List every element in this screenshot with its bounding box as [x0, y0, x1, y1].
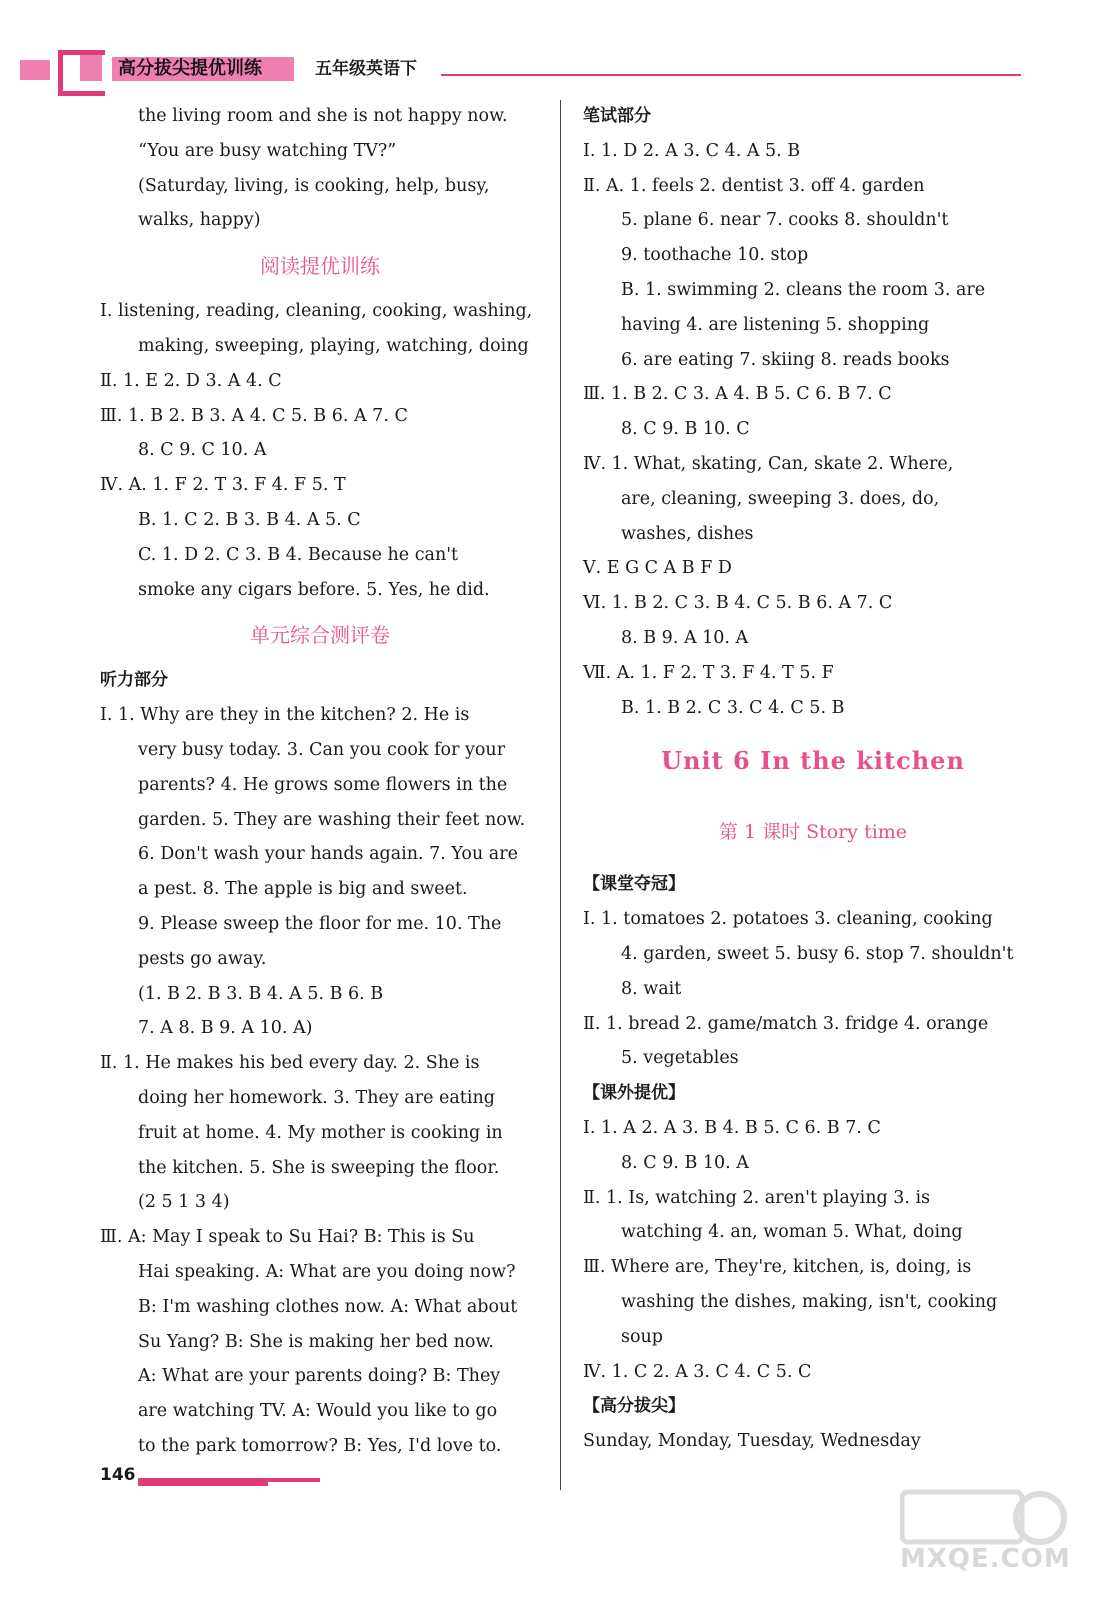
answer-line: Ⅰ. listening, reading, cleaning, cooking, washing, — [100, 301, 533, 322]
page-number: 146 — [100, 1465, 136, 1485]
answer-line: (2 5 1 3 4) — [138, 1192, 230, 1213]
answer-line: 5. plane 6. near 7. cooks 8. shouldn't — [621, 210, 949, 231]
answer-line: B. 1. C 2. B 3. B 4. A 5. C — [138, 509, 361, 530]
answer-line: 5. vegetables — [621, 1048, 739, 1069]
answer-line: (Saturday, living, is cooking, help, busy, — [138, 175, 490, 196]
answer-line: (1. B 2. B 3. B 4. A 5. B 6. B — [138, 983, 384, 1004]
answer-line: 8. C 9. C 10. A — [138, 440, 267, 461]
answer-line: Ⅱ. 1. Is, watching 2. aren't playing 3. is — [583, 1187, 931, 1208]
page-number-bar — [138, 1478, 268, 1486]
answer-line: B: I'm washing clothes now. A: What about — [138, 1296, 518, 1317]
answer-line: washing the dishes, making, isn't, cooking — [621, 1291, 998, 1312]
answer-line: Ⅲ. Where are, They're, kitchen, is, doing, is — [583, 1257, 972, 1278]
right-column — [583, 99, 1043, 1459]
answer-line: Ⅲ. 1. B 2. B 3. A 4. C 5. B 6. A 7. C — [100, 405, 408, 426]
answer-line: 【高分拔尖】 — [583, 1396, 685, 1417]
answer-line: Ⅰ. 1. D 2. A 3. C 4. A 5. B — [583, 140, 801, 161]
answer-line: Ⅲ. A: May I speak to Su Hai? B: This is Su — [100, 1227, 475, 1248]
answer-line: parents? 4. He grows some flowers in the — [138, 774, 508, 795]
answer-line: C. 1. D 2. C 3. B 4. Because he can't — [138, 544, 459, 565]
answer-line: 【课堂夺冠】 — [583, 874, 685, 895]
column-divider — [560, 100, 561, 1490]
answer-line: Ⅱ. 1. He makes his bed every day. 2. She is — [100, 1053, 480, 1074]
answer-line: are watching TV. A: Would you like to go — [138, 1401, 498, 1422]
answer-line: 9. toothache 10. stop — [621, 245, 809, 266]
answer-line: 笔试部分 — [583, 106, 651, 126]
header-pink-block — [20, 60, 50, 80]
answer-line: watching 4. an, woman 5. What, doing — [621, 1222, 963, 1243]
answer-line: Ⅳ. 1. What, skating, Can, skate 2. Where, — [583, 453, 954, 474]
answer-line: very busy today. 3. Can you cook for your — [138, 739, 506, 760]
answer-line: the kitchen. 5. She is sweeping the floor. — [138, 1157, 500, 1178]
answer-line: Ⅱ. 1. E 2. D 3. A 4. C — [100, 370, 282, 391]
answer-line: Ⅳ. A. 1. F 2. T 3. F 4. F 5. T — [100, 475, 346, 496]
answer-line: Ⅲ. 1. B 2. C 3. A 4. B 5. C 6. B 7. C — [583, 384, 892, 405]
answer-line: washes, dishes — [621, 523, 754, 544]
answer-line: Sunday, Monday, Tuesday, Wednesday — [583, 1431, 921, 1452]
answer-line: walks, happy) — [138, 210, 261, 231]
answer-line: 8. B 9. A 10. A — [621, 627, 749, 648]
header-pink-corner — [80, 55, 102, 81]
answer-line: “You are busy watching TV?” — [138, 140, 397, 161]
answer-line: 听力部分 — [100, 670, 168, 691]
answer-line: a pest. 8. The apple is big and sweet. — [138, 879, 468, 900]
answer-line: 第 1 课时 Story time — [718, 821, 908, 844]
answer-line: fruit at home. 4. My mother is cooking in — [138, 1122, 503, 1143]
answer-line: doing her homework. 3. They are eating — [138, 1087, 495, 1108]
answer-line: 9. Please sweep the floor for me. 10. The — [138, 913, 502, 934]
answer-line: 4. garden, sweet 5. busy 6. stop 7. shouldn't — [621, 943, 1014, 964]
header-rule — [441, 74, 1021, 76]
answer-line: making, sweeping, playing, watching, doing — [138, 335, 529, 356]
answer-line: 6. Don't wash your hands again. 7. You are — [138, 844, 518, 865]
answer-line: Ⅳ. 1. C 2. A 3. C 4. C 5. C — [583, 1361, 812, 1382]
answer-line: Ⅰ. 1. A 2. A 3. B 4. B 5. C 6. B 7. C — [583, 1117, 881, 1138]
answer-line: the living room and she is not happy now. — [138, 106, 508, 126]
answer-line: garden. 5. They are washing their feet now. — [138, 809, 526, 830]
answer-line: Hai speaking. A: What are you doing now? — [138, 1261, 516, 1282]
answer-line: Ⅶ. A. 1. F 2. T 3. F 4. T 5. F — [583, 662, 834, 683]
answer-line: 8. C 9. B 10. A — [621, 1152, 749, 1173]
answer-line: Ⅱ. 1. bread 2. game/match 3. fridge 4. orange — [583, 1013, 989, 1034]
answer-line: B. 1. swimming 2. cleans the room 3. are — [621, 279, 986, 300]
answer-line: 阅读提优训练 — [260, 254, 380, 279]
answer-line: A: What are your parents doing? B: They — [138, 1366, 501, 1387]
answer-line: are, cleaning, sweeping 3. does, do, — [621, 488, 940, 509]
answer-line: Ⅴ. E G C A B F D — [583, 558, 732, 579]
answer-line: Su Yang? B: She is making her bed now. — [138, 1331, 494, 1352]
answer-line: 6. are eating 7. skiing 8. reads books — [621, 349, 950, 370]
answer-line: Ⅵ. 1. B 2. C 3. B 4. C 5. B 6. A 7. C — [583, 593, 893, 614]
answer-line: having 4. are listening 5. shopping — [621, 314, 930, 335]
watermark-text: MXQE.COM — [900, 1544, 1071, 1574]
answer-line: 8. wait — [621, 978, 682, 999]
answer-line: Ⅰ. 1. Why are they in the kitchen? 2. He is — [100, 705, 470, 726]
answer-line: 7. A 8. B 9. A 10. A) — [138, 1018, 313, 1039]
answer-line: smoke any cigars before. 5. Yes, he did. — [138, 579, 490, 600]
answer-line: Ⅰ. 1. tomatoes 2. potatoes 3. cleaning, cooking — [583, 909, 993, 930]
header-subtitle: 五年级英语下 — [315, 59, 417, 79]
header-title: 高分拔尖提优训练 — [112, 57, 294, 81]
answer-line: 8. C 9. B 10. C — [621, 419, 750, 440]
answer-line: 【课外提优】 — [583, 1083, 685, 1104]
answer-line: pests go away. — [138, 948, 267, 969]
answer-line: Ⅱ. A. 1. feels 2. dentist 3. off 4. garden — [583, 175, 925, 196]
answer-line: Unit 6 In the kitchen — [661, 746, 965, 776]
answer-line: soup — [621, 1326, 663, 1347]
left-column — [100, 99, 540, 1464]
answer-line: to the park tomorrow? B: Yes, I'd love to. — [138, 1435, 502, 1456]
answer-line: B. 1. B 2. C 3. C 4. C 5. B — [621, 697, 845, 718]
answer-line: 单元综合测评卷 — [250, 623, 390, 648]
